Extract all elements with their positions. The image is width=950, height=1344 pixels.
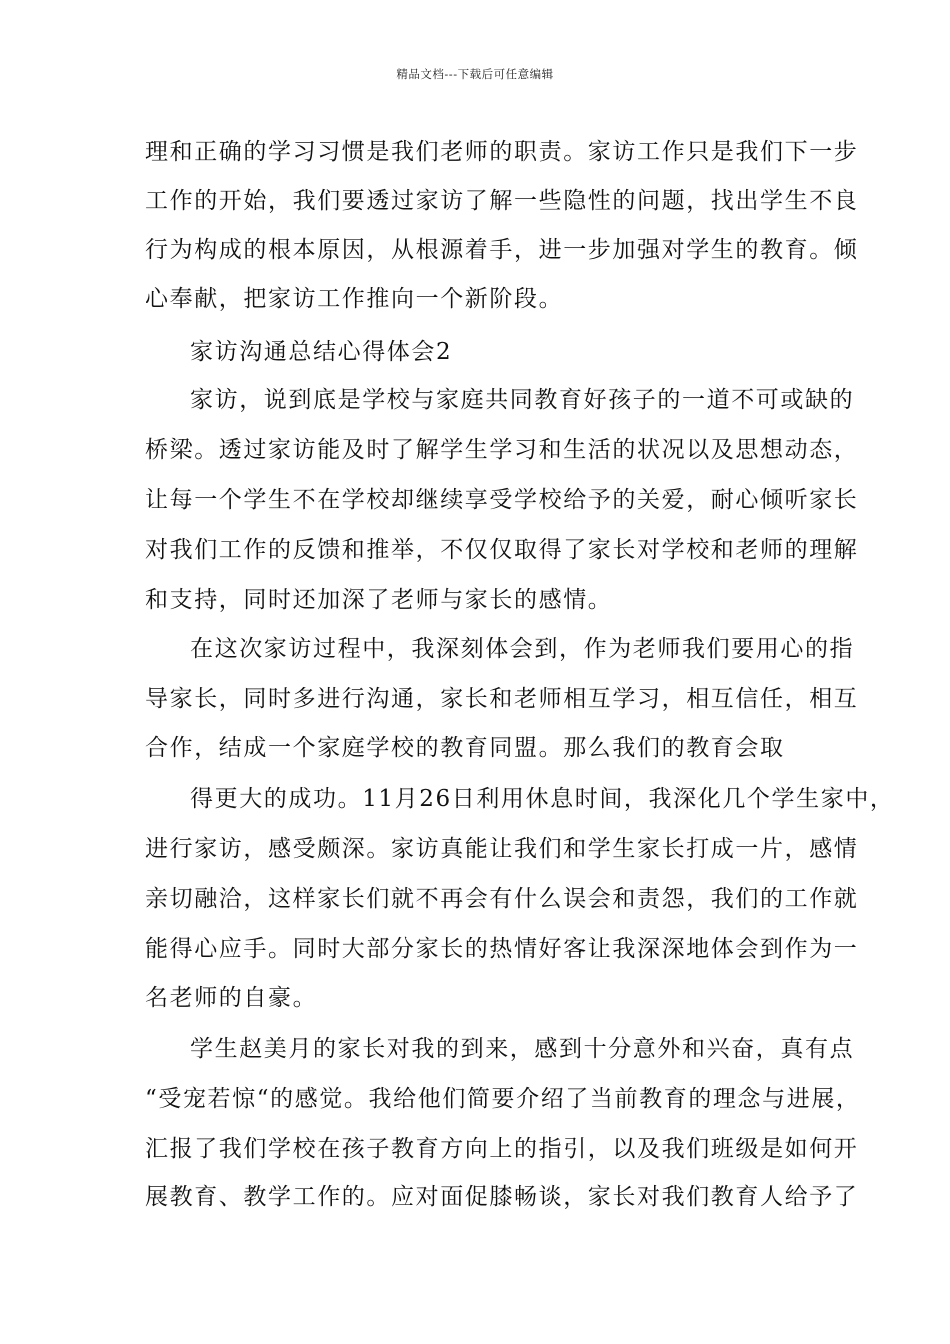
text-line: 理和正确的学习习惯是我们老师的职责。家访工作只是我们下一步 <box>145 139 859 165</box>
text-line: 在这次家访过程中，我深刻体会到，作为老师我们要用心的指 <box>190 636 855 662</box>
text-line: 工作的开始，我们要透过家访了解一些隐性的问题，找出学生不良 <box>145 188 859 214</box>
text-line: 家访，说到底是学校与家庭共同教育好孩子的一道不可或缺的 <box>190 387 855 413</box>
text-line: 汇报了我们学校在孩子教育方向上的指引，以及我们班级是如何开 <box>145 1136 859 1162</box>
text-line: 桥梁。透过家访能及时了解学生学习和生活的状况以及思想动态， <box>145 437 859 463</box>
text-line: 得更大的成功。11月26日利用休息时间，我深化几个学生家中， <box>190 786 895 812</box>
text-line: 能得心应手。同时大部分家长的热情好客让我深深地体会到作为一 <box>145 936 859 962</box>
text-line: 亲切融洽，这样家长们就不再会有什么误会和责怨，我们的工作就 <box>145 886 859 912</box>
text-line: “受宠若惊“的感觉。我给他们简要介绍了当前教育的理念与进展， <box>145 1086 861 1112</box>
text-line: 心奉献，把家访工作推向一个新阶段。 <box>145 286 564 312</box>
text-line: 进行家访，感受颇深。家访真能让我们和学生家长打成一片，感情 <box>145 836 859 862</box>
text-line: 和支持，同时还加深了老师与家长的感情。 <box>145 587 613 613</box>
text-line: 名老师的自豪。 <box>145 985 318 1011</box>
text-line: 合作，结成一个家庭学校的教育同盟。那么我们的教育会取 <box>145 735 785 761</box>
text-line: 导家长，同时多进行沟通，家长和老师相互学习，相互信任，相互 <box>145 686 859 712</box>
section-heading: 家访沟通总结心得体会2 <box>190 339 453 365</box>
text-line: 对我们工作的反馈和推举，不仅仅取得了家长对学校和老师的理解 <box>145 537 859 563</box>
text-line: 让每一个学生不在学校却继续享受学校给予的关爱，耐心倾听家长 <box>145 487 859 513</box>
text-line: 行为构成的根本原因，从根源着手，进一步加强对学生的教育。倾 <box>145 237 859 263</box>
text-line: 展教育、教学工作的。应对面促膝畅谈，家长对我们教育人给予了 <box>145 1184 859 1210</box>
page-header: 精品文档---下载后可任意编辑 <box>396 67 554 81</box>
text-line: 学生赵美月的家长对我的到来，感到十分意外和兴奋，真有点 <box>190 1036 855 1062</box>
